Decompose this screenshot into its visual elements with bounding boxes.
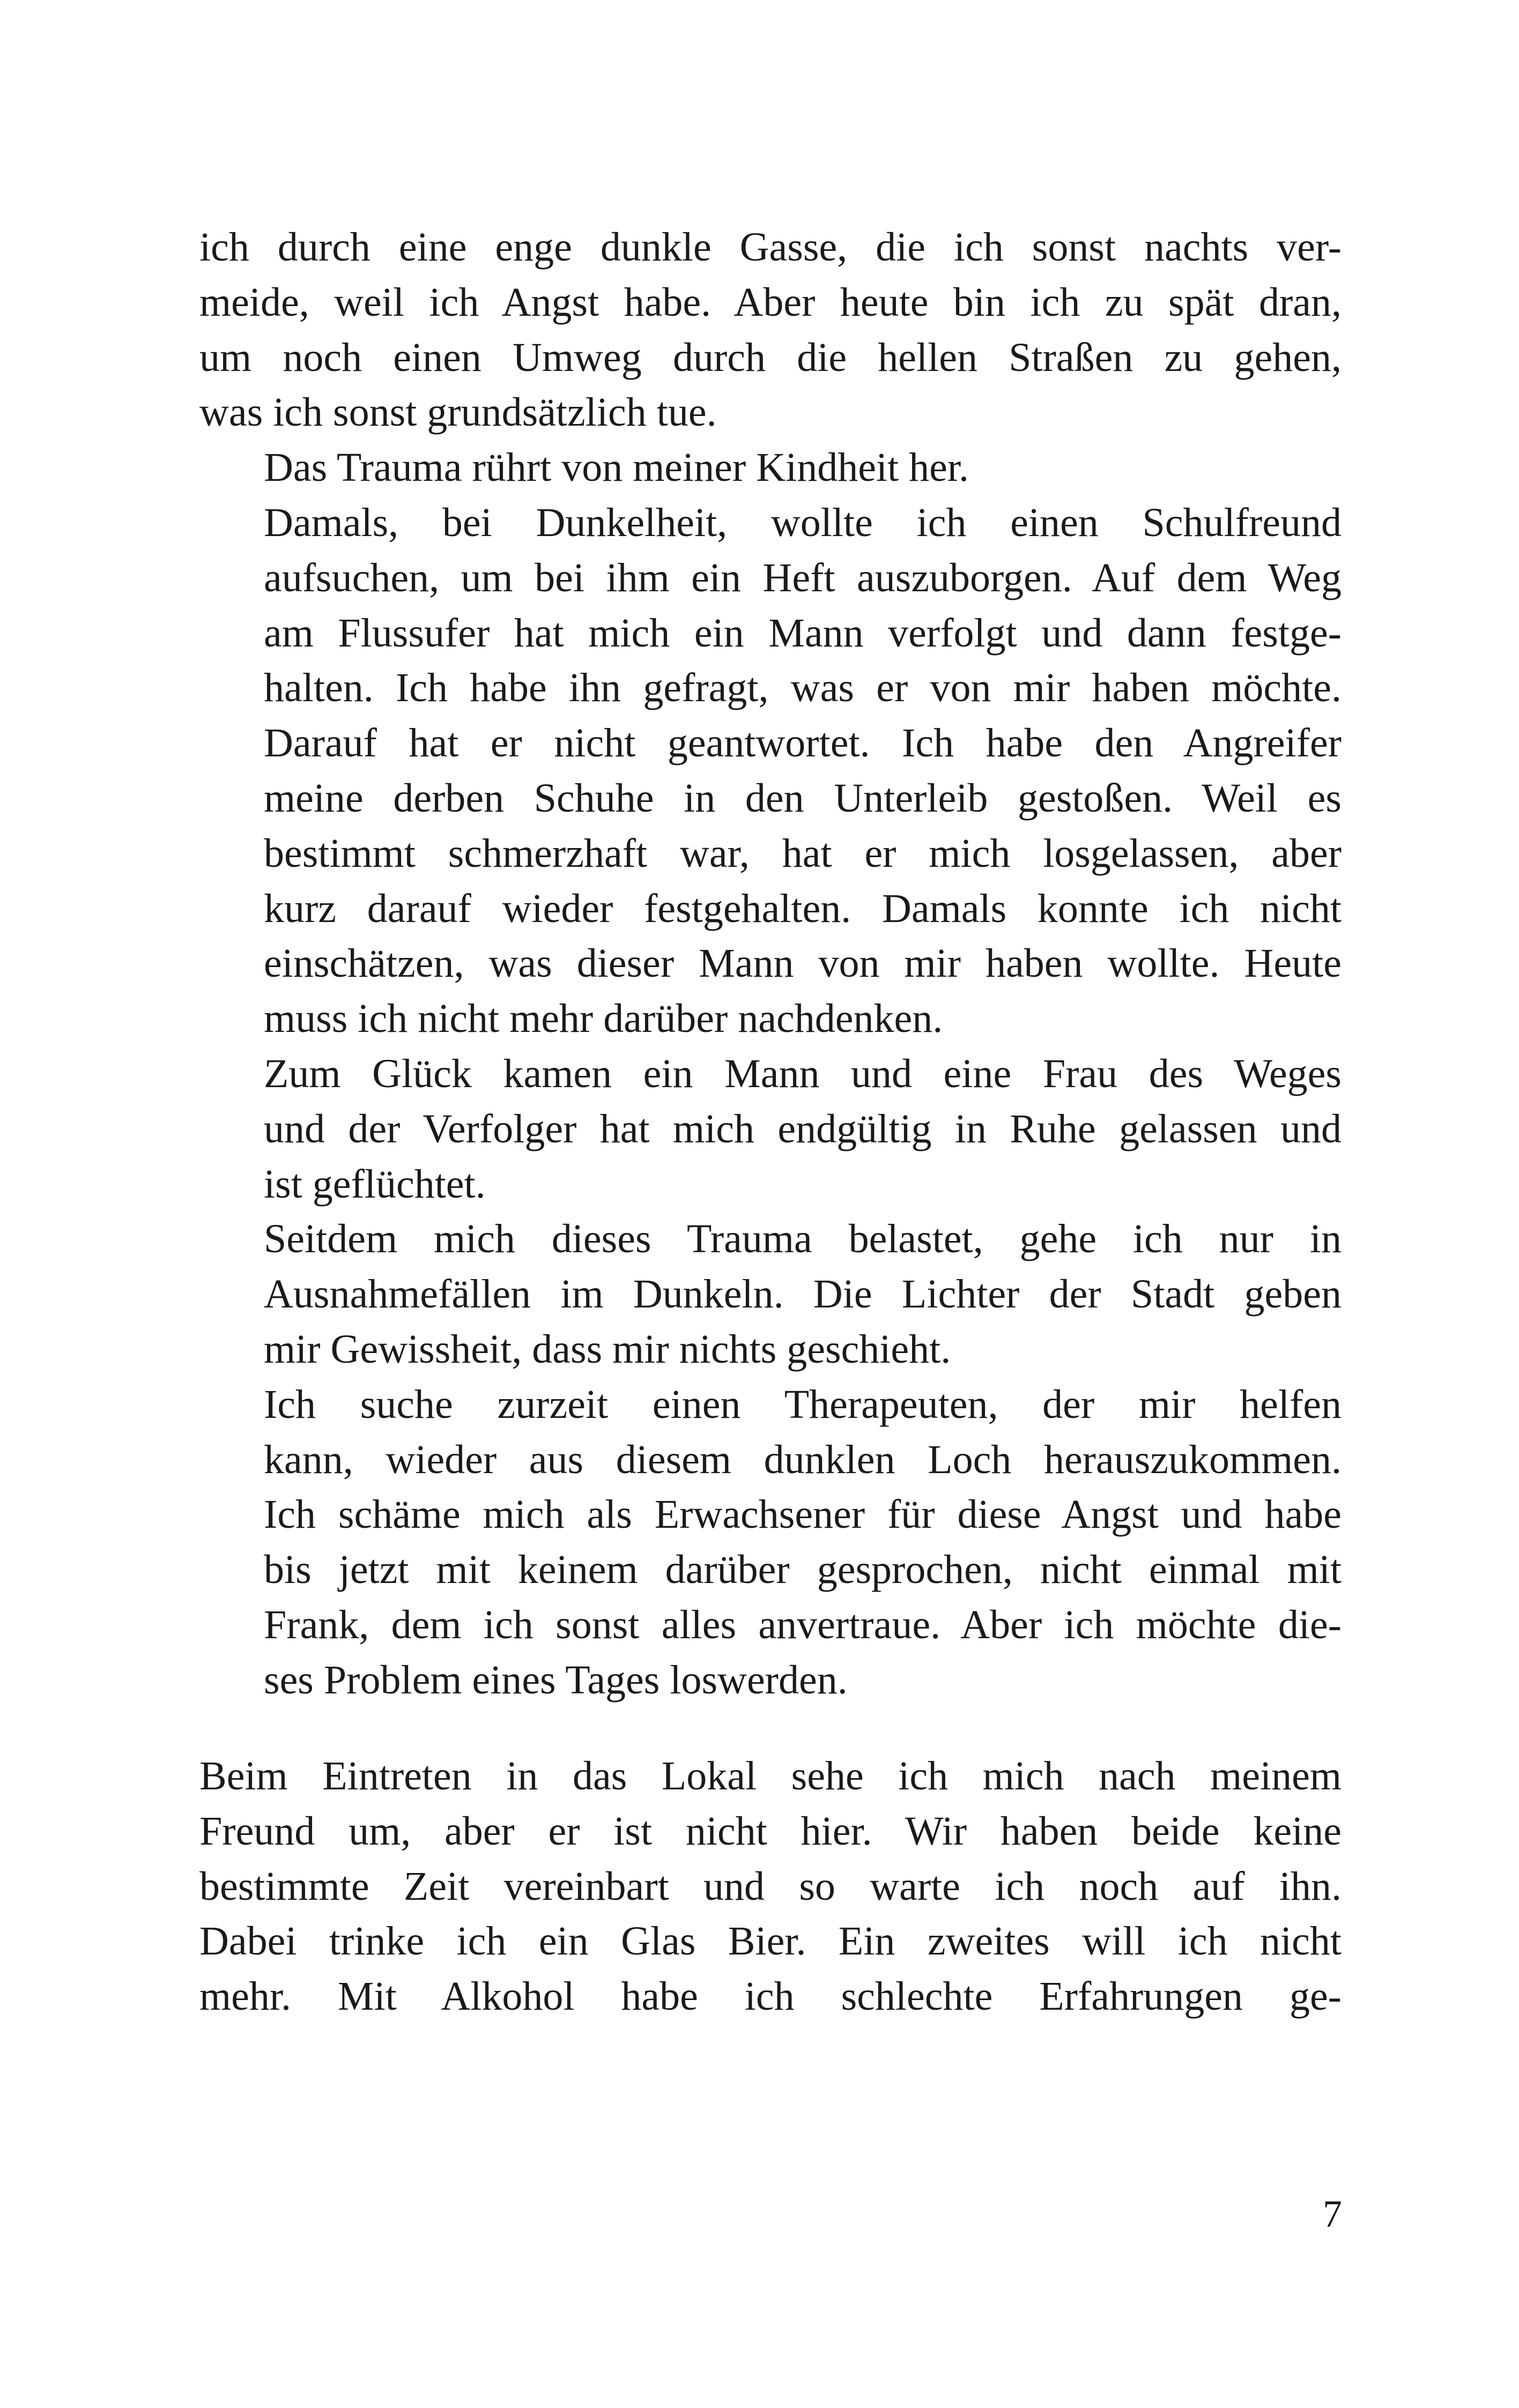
text-line: ich durch eine enge dunkle Gasse, die ich sonst nachts ver- [199,225,1342,270]
text-line: Ausnahmefällen im Dunkeln. Die Lichter der Stadt geben [264,1272,1342,1317]
text-line: ist geflüchtet. [264,1161,486,1207]
text-line: kurz darauf wieder festgehalten. Damals konnte ich nicht [264,886,1342,931]
text-line: bis jetzt mit keinem darüber gesprochen, nicht einmal mit [264,1547,1342,1593]
paragraph [199,1046,1342,1212]
paragraph [199,220,1342,440]
text-line: und der Verfolger hat mich endgültig in Ruhe gelassen und [264,1106,1342,1151]
paragraph [199,495,1342,1046]
text-line: Damals, bei Dunkelheit, wollte ich einen Schulfreund [264,500,1342,545]
text-line: Beim Eintreten in das Lokal sehe ich mich nach meinem [199,1753,1342,1798]
text-section-2 [199,1749,1342,2024]
page-number: 7 [1323,2193,1342,2235]
text-line: Darauf hat er nicht geantwortet. Ich habe den Angreifer [264,720,1342,766]
text-line: ses Problem eines Tages loswerden. [264,1657,848,1703]
text-line: Ich suche zurzeit einen Therapeuten, der mir helfen [264,1381,1342,1427]
text-section-1 [199,220,1342,1708]
text-line: bestimmt schmerzhaft war, hat er mich losgelassen, aber [264,830,1342,876]
text-line: Frank, dem ich sonst alles anvertraue. Aber ich möchte die- [264,1602,1342,1647]
text-line: muss ich nicht mehr darüber nachdenken. [264,996,943,1042]
text-line: meide, weil ich Angst habe. Aber heute bin ich zu spät dran, [199,279,1342,325]
paragraph [199,1377,1342,1708]
text-line: kann, wieder aus diesem dunklen Loch herauszukommen. [264,1437,1342,1482]
text-line: Das Trauma rührt von meiner Kindheit her. [264,445,969,490]
text-line: Dabei trinke ich ein Glas Bier. Ein zweites will ich nicht [199,1919,1342,1964]
paragraph [199,1212,1342,1377]
text-line: was ich sonst grundsätzlich tue. [199,390,717,435]
paragraph [199,440,1342,495]
text-line: um noch einen Umweg durch die hellen Straßen zu gehen, [199,335,1342,380]
text-line: mehr. Mit Alkohol habe ich schlechte Erfahrungen ge- [199,1974,1342,2019]
text-line: Freund um, aber er ist nicht hier. Wir haben beide keine [199,1808,1342,1854]
text-line: bestimmte Zeit vereinbart und so warte ich noch auf ihn. [199,1863,1342,1909]
text-line: einschätzen, was dieser Mann von mir haben wollte. Heute [264,941,1342,986]
text-line: Seitdem mich dieses Trauma belastet, gehe ich nur in [264,1216,1342,1262]
text-line: mir Gewissheit, dass mir nichts geschieht. [264,1326,951,1372]
text-line: halten. Ich habe ihn gefragt, was er von mir haben möchte. [264,665,1342,711]
text-line: meine derben Schuhe in den Unterleib gestoßen. Weil es [264,775,1342,821]
paragraph [199,1749,1342,2024]
text-line: Ich schäme mich als Erwachsener für diese Angst und habe [264,1492,1342,1537]
text-line: am Flussufer hat mich ein Mann verfolgt und dann festge- [264,610,1342,656]
text-line: aufsuchen, um bei ihm ein Heft auszuborgen. Auf dem Weg [264,555,1342,600]
text-line: Zum Glück kamen ein Mann und eine Frau des Weges [264,1051,1342,1096]
